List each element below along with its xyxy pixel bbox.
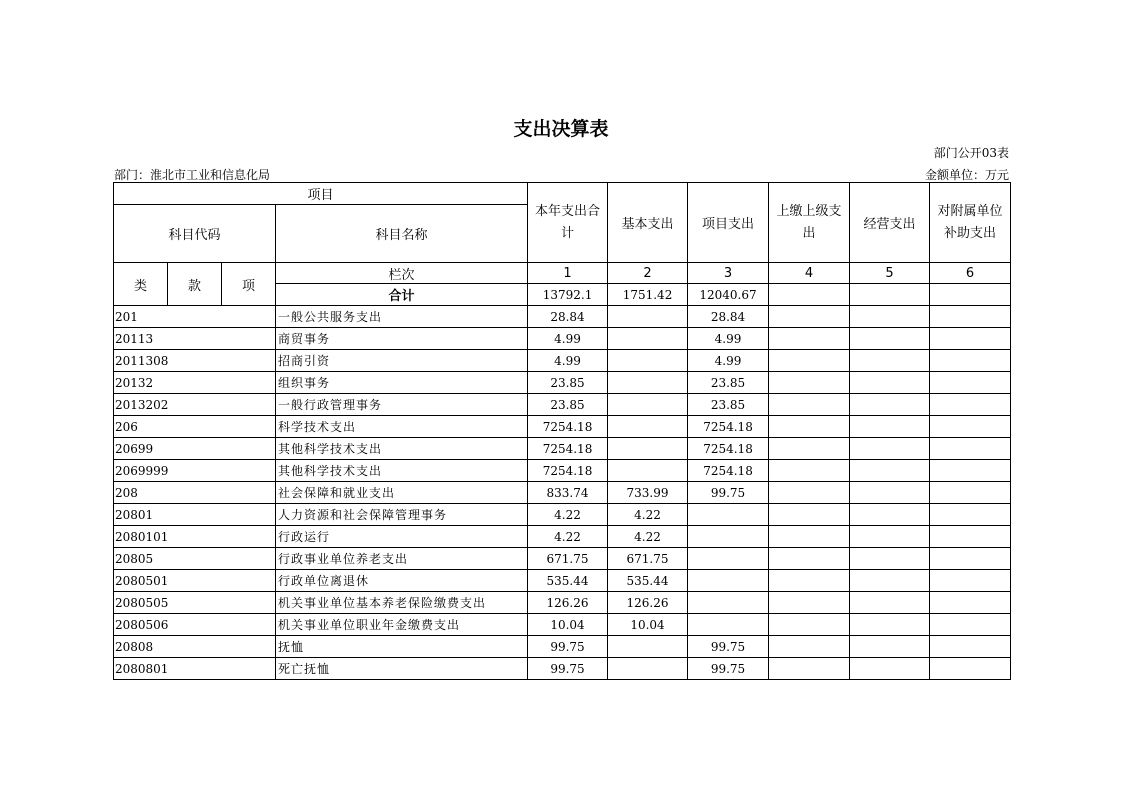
row-project: 99.75 xyxy=(688,636,769,658)
row-upper xyxy=(769,350,850,372)
table-row xyxy=(114,592,1011,614)
row-upper xyxy=(769,548,850,570)
table-row xyxy=(114,482,1011,504)
row-business xyxy=(850,504,930,526)
header-xiang: 项 xyxy=(222,263,276,306)
row-code: 206 xyxy=(114,416,276,438)
row-project: 7254.18 xyxy=(688,438,769,460)
row-basic: 126.26 xyxy=(608,592,688,614)
row-subsidy xyxy=(930,438,1011,460)
total-value xyxy=(769,284,850,306)
row-subsidy xyxy=(930,614,1011,636)
row-upper xyxy=(769,306,850,328)
row-total: 23.85 xyxy=(528,372,608,394)
row-basic: 535.44 xyxy=(608,570,688,592)
row-name: 机关事业单位职业年金缴费支出 xyxy=(276,614,528,636)
row-basic: 733.99 xyxy=(608,482,688,504)
row-upper xyxy=(769,328,850,350)
row-business xyxy=(850,460,930,482)
row-name: 其他科学技术支出 xyxy=(276,460,528,482)
row-project: 23.85 xyxy=(688,372,769,394)
total-label: 合计 xyxy=(276,284,528,306)
department-label: 部门：淮北市工业和信息化局 xyxy=(114,168,271,182)
table-row xyxy=(114,460,1011,482)
row-name: 组织事务 xyxy=(276,372,528,394)
unit-label: 金额单位：万元 xyxy=(924,168,1009,182)
row-total: 7254.18 xyxy=(528,438,608,460)
row-name: 社会保障和就业支出 xyxy=(276,482,528,504)
header-lei: 类 xyxy=(114,263,168,306)
row-total: 4.99 xyxy=(528,350,608,372)
row-code: 2011308 xyxy=(114,350,276,372)
row-business xyxy=(850,658,930,680)
row-subsidy xyxy=(930,460,1011,482)
row-code: 20132 xyxy=(114,372,276,394)
row-upper xyxy=(769,504,850,526)
row-name: 抚恤 xyxy=(276,636,528,658)
table-row xyxy=(114,306,1011,328)
col-number: 2 xyxy=(608,263,688,284)
row-total: 99.75 xyxy=(528,636,608,658)
row-code: 2080506 xyxy=(114,614,276,636)
row-upper xyxy=(769,658,850,680)
table-row xyxy=(114,658,1011,680)
row-code: 20699 xyxy=(114,438,276,460)
row-project: 4.99 xyxy=(688,350,769,372)
table-row xyxy=(114,526,1011,548)
row-upper xyxy=(769,570,850,592)
row-upper xyxy=(769,636,850,658)
row-upper xyxy=(769,460,850,482)
row-project xyxy=(688,592,769,614)
row-subsidy xyxy=(930,306,1011,328)
row-project xyxy=(688,504,769,526)
row-project: 28.84 xyxy=(688,306,769,328)
row-code: 20808 xyxy=(114,636,276,658)
row-business xyxy=(850,416,930,438)
table-row xyxy=(114,438,1011,460)
total-value: 1751.42 xyxy=(608,284,688,306)
row-code: 2080101 xyxy=(114,526,276,548)
row-basic xyxy=(608,394,688,416)
col-number: 6 xyxy=(930,263,1011,284)
row-business xyxy=(850,636,930,658)
row-name: 一般行政管理事务 xyxy=(276,394,528,416)
row-name: 行政运行 xyxy=(276,526,528,548)
row-subsidy xyxy=(930,372,1011,394)
header-col-total: 本年支出合计 xyxy=(528,183,608,263)
table-row xyxy=(114,416,1011,438)
row-project: 4.99 xyxy=(688,328,769,350)
row-code: 20805 xyxy=(114,548,276,570)
row-basic: 671.75 xyxy=(608,548,688,570)
table-row xyxy=(114,636,1011,658)
table-row xyxy=(114,548,1011,570)
header-item: 项目 xyxy=(114,183,528,205)
row-business xyxy=(850,482,930,504)
header-col-subsidy: 对附属单位补助支出 xyxy=(930,183,1011,263)
row-code: 2080505 xyxy=(114,592,276,614)
row-basic xyxy=(608,636,688,658)
total-value xyxy=(930,284,1011,306)
row-business xyxy=(850,372,930,394)
row-subsidy xyxy=(930,504,1011,526)
table-row xyxy=(114,328,1011,350)
row-name: 商贸事务 xyxy=(276,328,528,350)
row-basic xyxy=(608,306,688,328)
row-project: 7254.18 xyxy=(688,416,769,438)
expenditure-table xyxy=(113,182,1011,680)
row-basic xyxy=(608,460,688,482)
row-code: 2080501 xyxy=(114,570,276,592)
total-value: 12040.67 xyxy=(688,284,769,306)
row-name: 招商引资 xyxy=(276,350,528,372)
row-project: 99.75 xyxy=(688,658,769,680)
row-name: 机关事业单位基本养老保险缴费支出 xyxy=(276,592,528,614)
row-subsidy xyxy=(930,350,1011,372)
row-upper xyxy=(769,592,850,614)
row-name: 一般公共服务支出 xyxy=(276,306,528,328)
row-name: 人力资源和社会保障管理事务 xyxy=(276,504,528,526)
row-code: 201 xyxy=(114,306,276,328)
row-business xyxy=(850,614,930,636)
row-subsidy xyxy=(930,592,1011,614)
table-row xyxy=(114,570,1011,592)
row-business xyxy=(850,306,930,328)
row-upper xyxy=(769,394,850,416)
row-total: 833.74 xyxy=(528,482,608,504)
form-number: 部门公开03表 xyxy=(933,146,1009,160)
row-project: 7254.18 xyxy=(688,460,769,482)
row-business xyxy=(850,526,930,548)
row-project xyxy=(688,548,769,570)
row-total: 10.04 xyxy=(528,614,608,636)
row-business xyxy=(850,328,930,350)
row-code: 2080801 xyxy=(114,658,276,680)
row-total: 7254.18 xyxy=(528,460,608,482)
row-project xyxy=(688,526,769,548)
row-name: 科学技术支出 xyxy=(276,416,528,438)
row-total: 28.84 xyxy=(528,306,608,328)
row-total: 23.85 xyxy=(528,394,608,416)
row-total: 7254.18 xyxy=(528,416,608,438)
row-project xyxy=(688,614,769,636)
row-upper xyxy=(769,526,850,548)
row-subsidy xyxy=(930,526,1011,548)
col-number: 4 xyxy=(769,263,850,284)
page-title: 支出决算表 xyxy=(513,118,609,140)
row-upper xyxy=(769,438,850,460)
header-lanci: 栏次 xyxy=(276,263,528,284)
header-code: 科目代码 xyxy=(114,205,276,263)
col-number: 3 xyxy=(688,263,769,284)
table-row xyxy=(114,504,1011,526)
header-col-business: 经营支出 xyxy=(850,183,930,263)
row-basic xyxy=(608,658,688,680)
row-business xyxy=(850,394,930,416)
row-project: 23.85 xyxy=(688,394,769,416)
row-upper xyxy=(769,482,850,504)
col-number: 1 xyxy=(528,263,608,284)
row-basic xyxy=(608,438,688,460)
row-subsidy xyxy=(930,328,1011,350)
row-business xyxy=(850,570,930,592)
row-subsidy xyxy=(930,416,1011,438)
table-row xyxy=(114,350,1011,372)
table-row xyxy=(114,614,1011,636)
row-upper xyxy=(769,416,850,438)
row-name: 死亡抚恤 xyxy=(276,658,528,680)
col-number: 5 xyxy=(850,263,930,284)
row-total: 4.99 xyxy=(528,328,608,350)
row-project: 99.75 xyxy=(688,482,769,504)
row-business xyxy=(850,548,930,570)
row-upper xyxy=(769,614,850,636)
row-total: 671.75 xyxy=(528,548,608,570)
row-name: 其他科学技术支出 xyxy=(276,438,528,460)
row-basic: 4.22 xyxy=(608,526,688,548)
row-business xyxy=(850,438,930,460)
row-subsidy xyxy=(930,658,1011,680)
row-subsidy xyxy=(930,394,1011,416)
row-total: 126.26 xyxy=(528,592,608,614)
header-col-project: 项目支出 xyxy=(688,183,769,263)
row-total: 4.22 xyxy=(528,526,608,548)
row-project xyxy=(688,570,769,592)
row-basic: 10.04 xyxy=(608,614,688,636)
table-row xyxy=(114,372,1011,394)
row-basic xyxy=(608,372,688,394)
row-code: 20113 xyxy=(114,328,276,350)
header-kuan: 款 xyxy=(168,263,222,306)
row-name: 行政单位离退休 xyxy=(276,570,528,592)
row-business xyxy=(850,350,930,372)
row-subsidy xyxy=(930,636,1011,658)
header-col-basic: 基本支出 xyxy=(608,183,688,263)
row-code: 2013202 xyxy=(114,394,276,416)
row-subsidy xyxy=(930,570,1011,592)
row-business xyxy=(850,592,930,614)
total-value xyxy=(850,284,930,306)
header-col-upper: 上缴上级支出 xyxy=(769,183,850,263)
row-name: 行政事业单位养老支出 xyxy=(276,548,528,570)
row-basic: 4.22 xyxy=(608,504,688,526)
header-name: 科目名称 xyxy=(276,205,528,263)
row-upper xyxy=(769,372,850,394)
row-subsidy xyxy=(930,482,1011,504)
row-basic xyxy=(608,350,688,372)
total-value: 13792.1 xyxy=(528,284,608,306)
row-total: 535.44 xyxy=(528,570,608,592)
row-basic xyxy=(608,416,688,438)
row-code: 2069999 xyxy=(114,460,276,482)
row-total: 4.22 xyxy=(528,504,608,526)
row-basic xyxy=(608,328,688,350)
row-subsidy xyxy=(930,548,1011,570)
table-row xyxy=(114,394,1011,416)
row-code: 20801 xyxy=(114,504,276,526)
row-code: 208 xyxy=(114,482,276,504)
row-total: 99.75 xyxy=(528,658,608,680)
